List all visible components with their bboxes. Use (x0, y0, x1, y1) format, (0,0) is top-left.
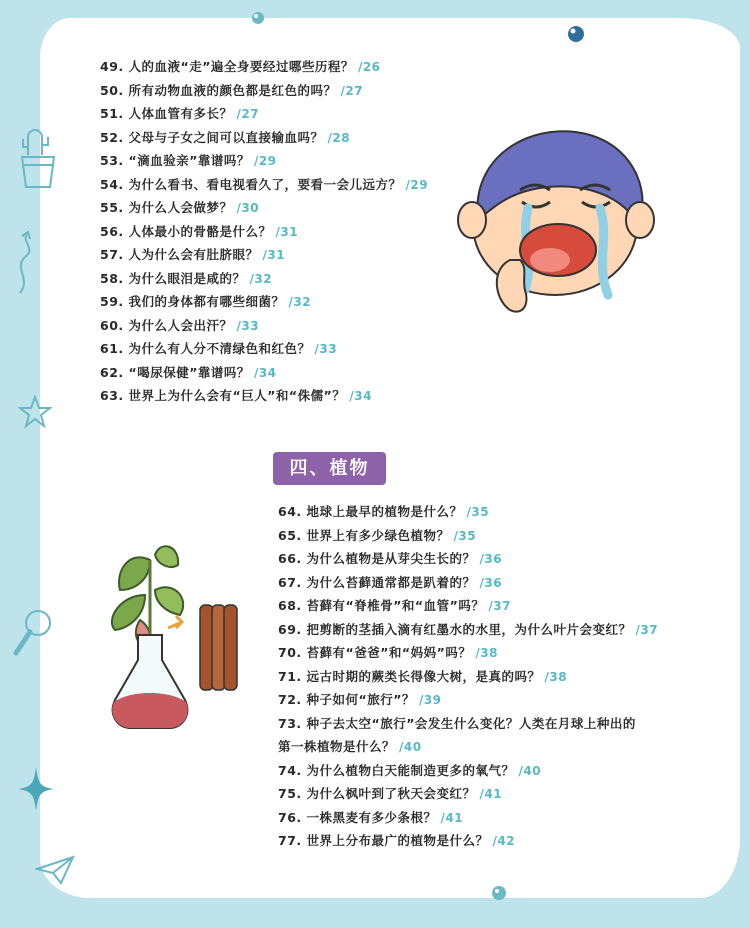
toc-entry-title: 76. 一株黑麦有多少条根？ (278, 809, 437, 825)
star-icon (18, 395, 52, 429)
toc-entry[interactable] (278, 712, 658, 736)
toc-entry-page: /29 (405, 177, 429, 192)
toc-entry-page: /30 (236, 201, 260, 215)
plant-flask-illustration (100, 540, 270, 735)
toc-entry-page: /34 (253, 365, 277, 380)
cactus-pot-icon (16, 125, 60, 195)
toc-entry-title: 68. 苔藓有“脊椎骨”和“血管”吗？ (278, 598, 485, 613)
toc-entry-title: 64. 地球上最早的植物是什么？ (278, 504, 463, 519)
toc-list-body (100, 55, 428, 408)
toc-entry-title: 51. 人体血管有多长？ (100, 106, 233, 121)
toc-entry-title: 56. 人体最小的骨骼是什么？ (100, 223, 272, 239)
toc-entry[interactable] (278, 759, 658, 783)
toc-entry[interactable] (278, 665, 658, 689)
magnifier-icon (10, 605, 54, 665)
toc-entry[interactable] (278, 571, 658, 595)
toc-entry-page: /29 (253, 154, 277, 168)
toc-entry-page: /33 (314, 342, 338, 356)
toc-entry-title: 73. 种子去太空“旅行”会发生什么变化？人类在月球上种出的 (278, 715, 636, 731)
toc-entry[interactable] (100, 102, 428, 126)
toc-entry-title: 74. 为什么植物白天能制造更多的氧气？ (278, 762, 515, 778)
toc-entry[interactable] (278, 547, 658, 571)
toc-entry-title: 66. 为什么植物是从芽尖生长的？ (278, 551, 476, 566)
toc-entry-page: /37 (635, 622, 659, 637)
toc-entry-page: /41 (479, 787, 503, 801)
toc-entry-page: /27 (236, 107, 260, 121)
toc-entry[interactable] (278, 500, 658, 524)
toc-entry-title: 72. 种子如何“旅行”？ (278, 692, 415, 707)
toc-entry[interactable] (100, 196, 428, 220)
toc-entry[interactable] (100, 79, 428, 103)
sparkle-icon (16, 765, 56, 813)
toc-entry-title: 55. 为什么人会做梦？ (100, 200, 233, 215)
toc-entry-title: 57. 人为什么会有肚脐眼？ (100, 247, 259, 262)
toc-entry[interactable] (278, 829, 658, 853)
toc-entry-title: 67. 为什么苔藓通常都是趴着的？ (278, 574, 476, 590)
toc-entry-page: /35 (453, 528, 477, 543)
pin-icon (566, 24, 586, 44)
toc-entry[interactable] (278, 641, 658, 665)
toc-entry-page: /31 (275, 224, 299, 239)
toc-entry-page: /40 (399, 740, 422, 754)
toc-entry[interactable] (100, 314, 428, 338)
toc-entry[interactable] (278, 524, 658, 548)
toc-entry[interactable] (278, 782, 658, 806)
toc-entry-page: /32 (288, 295, 312, 309)
toc-entry-title: 58. 为什么眼泪是咸的？ (100, 270, 246, 286)
pin-icon (250, 10, 266, 26)
toc-entry-page: /38 (475, 646, 498, 660)
toc-entry-title: 70. 苔藓有“爸爸”和“妈妈”吗？ (278, 645, 472, 660)
toc-entry[interactable] (278, 735, 658, 759)
toc-entry[interactable] (278, 618, 658, 642)
paper-plane-icon (35, 855, 75, 885)
toc-entry-page: /36 (479, 552, 503, 566)
toc-entry-title: 60. 为什么人会出汗？ (100, 317, 233, 333)
toc-entry-title: 69. 把剪断的茎插入滴有红墨水的水里，为什么叶片会变红？ (278, 621, 632, 637)
toc-entry-page: /33 (236, 318, 260, 333)
toc-entry-page: /40 (518, 763, 542, 778)
toc-entry-title: 71. 远古时期的蕨类长得像大树，是真的吗？ (278, 668, 541, 684)
toc-entry-title: 53. “滴血验亲”靠谱吗？ (100, 153, 250, 168)
toc-entry[interactable] (100, 337, 428, 361)
toc-entry-title: 62. “喝尿保健”靠谱吗？ (100, 364, 250, 380)
toc-entry-title: 第一株植物是什么？ (278, 739, 396, 754)
toc-entry-page: /28 (327, 130, 351, 145)
toc-entry[interactable] (100, 173, 428, 197)
toc-list-plants (278, 500, 658, 853)
toc-entry-title: 65. 世界上有多少绿色植物？ (278, 527, 450, 543)
toc-entry-title: 77. 世界上分布最广的植物是什么？ (278, 833, 489, 848)
toc-entry-page: /31 (262, 248, 286, 262)
toc-entry[interactable] (100, 267, 428, 291)
toc-entry[interactable] (100, 384, 428, 408)
section-title-plants: 四、植物 (273, 452, 386, 485)
toc-entry-title: 54. 为什么看书、看电视看久了，要看一会儿远方？ (100, 176, 402, 192)
toc-entry[interactable] (100, 290, 428, 314)
toc-entry-page: /27 (340, 83, 364, 98)
toc-entry[interactable] (278, 594, 658, 618)
toc-entry-page: /35 (466, 505, 490, 519)
toc-entry-page: /32 (249, 271, 273, 286)
toc-entry[interactable] (100, 126, 428, 150)
toc-entry-page: /41 (440, 810, 464, 825)
toc-entry[interactable] (278, 806, 658, 830)
toc-entry[interactable] (100, 220, 428, 244)
pin-icon (490, 884, 508, 902)
squiggle-arrow-icon (10, 228, 40, 298)
toc-entry[interactable] (100, 55, 428, 79)
toc-entry-page: /36 (479, 575, 503, 590)
toc-entry-title: 59. 我们的身体都有哪些细菌？ (100, 294, 285, 309)
toc-entry-page: /37 (488, 599, 511, 613)
toc-entry[interactable] (100, 243, 428, 267)
toc-entry-title: 52. 父母与子女之间可以直接输血吗？ (100, 129, 324, 145)
crying-boy-illustration (450, 110, 660, 340)
toc-entry-title: 50. 所有动物血液的颜色都是红色的吗？ (100, 82, 337, 98)
toc-entry-page: /38 (544, 669, 568, 684)
toc-entry[interactable] (278, 688, 658, 712)
toc-entry[interactable] (100, 149, 428, 173)
toc-entry-page: /34 (349, 389, 372, 403)
toc-entry-page: /39 (418, 693, 442, 707)
toc-entry-page: /42 (492, 834, 516, 848)
toc-entry-page: /26 (357, 60, 381, 74)
toc-entry-title: 63. 世界上为什么会有“巨人”和“侏儒”？ (100, 388, 346, 403)
toc-entry-title: 49. 人的血液“走”遍全身要经过哪些历程？ (100, 59, 354, 74)
toc-entry[interactable] (100, 361, 428, 385)
toc-entry-title: 61. 为什么有人分不清绿色和红色？ (100, 341, 311, 356)
toc-entry-title: 75. 为什么枫叶到了秋天会变红？ (278, 786, 476, 801)
